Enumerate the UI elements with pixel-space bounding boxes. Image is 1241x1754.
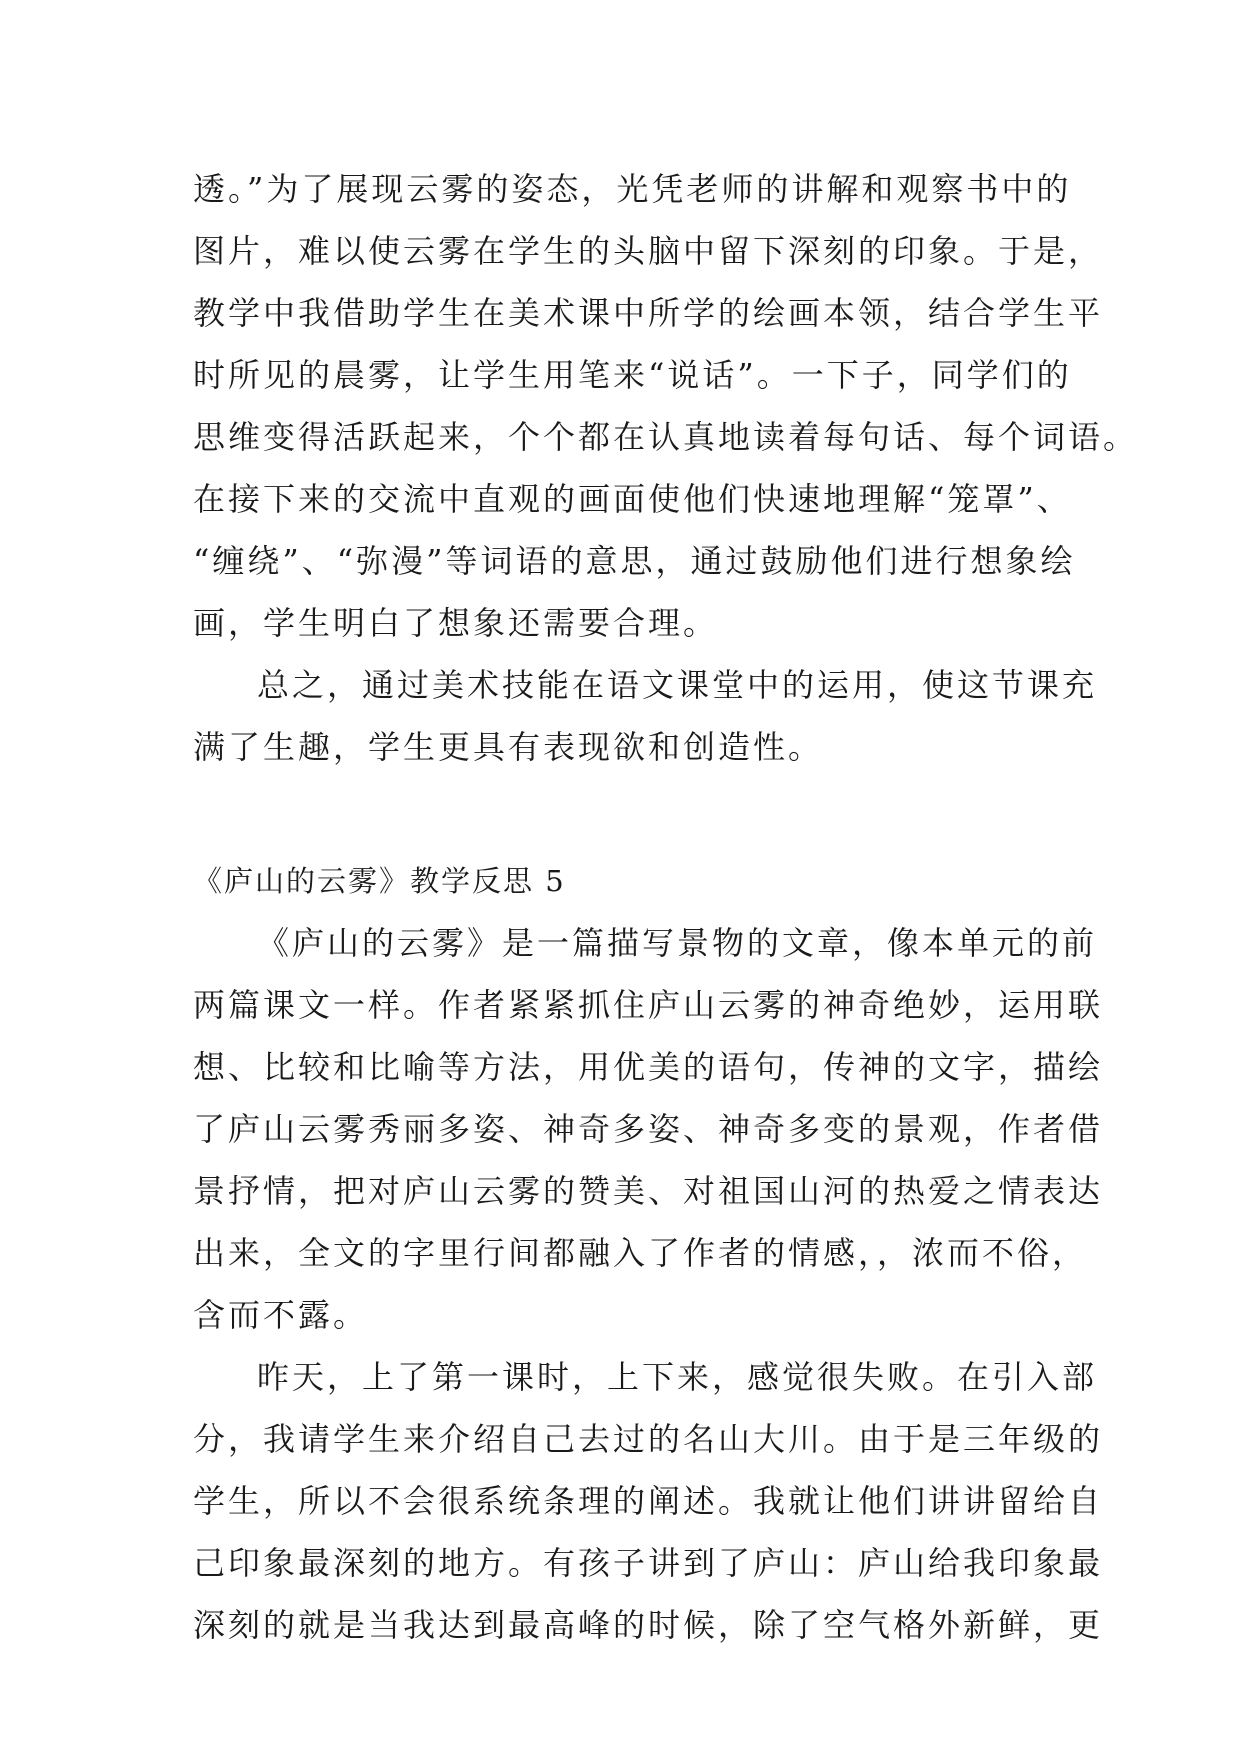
text-line: 满了生趣，学生更具有表现欲和创造性。 [193,728,824,766]
paragraph-continued [193,158,1139,654]
text-line: 透。”为了展现云雾的姿态，光凭老师的讲解和观察书中的 [193,170,1072,208]
text-line: 己印象最深刻的地方。有孩子讲到了庐山：庐山给我印象最 [193,1544,1104,1582]
text-line: 在接下来的交流中直观的画面使他们快速地理解“笼罩”、 [193,480,1072,518]
text-line: 深刻的就是当我达到最高峰的时候，除了空气格外新鲜，更 [193,1606,1104,1644]
text-line: 图片，难以使云雾在学生的头脑中留下深刻的印象。于是， [193,232,1104,270]
text-line: 出来，全文的字里行间都融入了作者的情感，，浓而不俗， [193,1234,1088,1272]
text-line: 思维变得活跃起来，个个都在认真地读着每句话、每个词语。 [193,418,1139,456]
text-line: 含而不露。 [193,1296,369,1334]
text-line: 想、比较和比喻等方法，用优美的语句，传神的文字，描绘 [193,1048,1104,1086]
text-line: 《庐山的云雾》是一篇描写景物的文章，像本单元的前 [257,924,1098,962]
section-heading: 《庐山的云雾》教学反思 5 [193,864,566,898]
text-line: 学生，所以不会很系统条理的阐述。我就让他们讲讲留给自 [193,1482,1104,1520]
text-line: 教学中我借助学生在美术课中所学的绘画本领，结合学生平 [193,294,1104,332]
text-line: 昨天，上了第一课时，上下来，感觉很失败。在引入部 [257,1358,1098,1396]
text-line: 景抒情，把对庐山云雾的赞美、对祖国山河的热爱之情表达 [193,1172,1104,1210]
text-line: 了庐山云雾秀丽多姿、神奇多姿、神奇多变的景观，作者借 [193,1110,1104,1148]
text-line: 分，我请学生来介绍自己去过的名山大川。由于是三年级的 [193,1420,1104,1458]
paragraph-conclusion [193,654,1098,778]
text-line: 画，学生明白了想象还需要合理。 [193,604,719,642]
paragraph-intro [193,912,1104,1346]
text-line: “缠绕”、“弥漫”等词语的意思，通过鼓励他们进行想象绘 [193,542,1076,580]
document-body [193,158,1139,1656]
text-line: 两篇课文一样。作者紧紧抓住庐山云雾的神奇绝妙，运用联 [193,986,1104,1024]
section-spacer [193,778,1053,850]
text-line: 时所见的晨雾，让学生用笔来“说话”。一下子，同学们的 [193,356,1072,394]
text-line: 总之，通过美术技能在语文课堂中的运用，使这节课充 [257,666,1098,704]
paragraph-reflection [193,1346,1104,1656]
